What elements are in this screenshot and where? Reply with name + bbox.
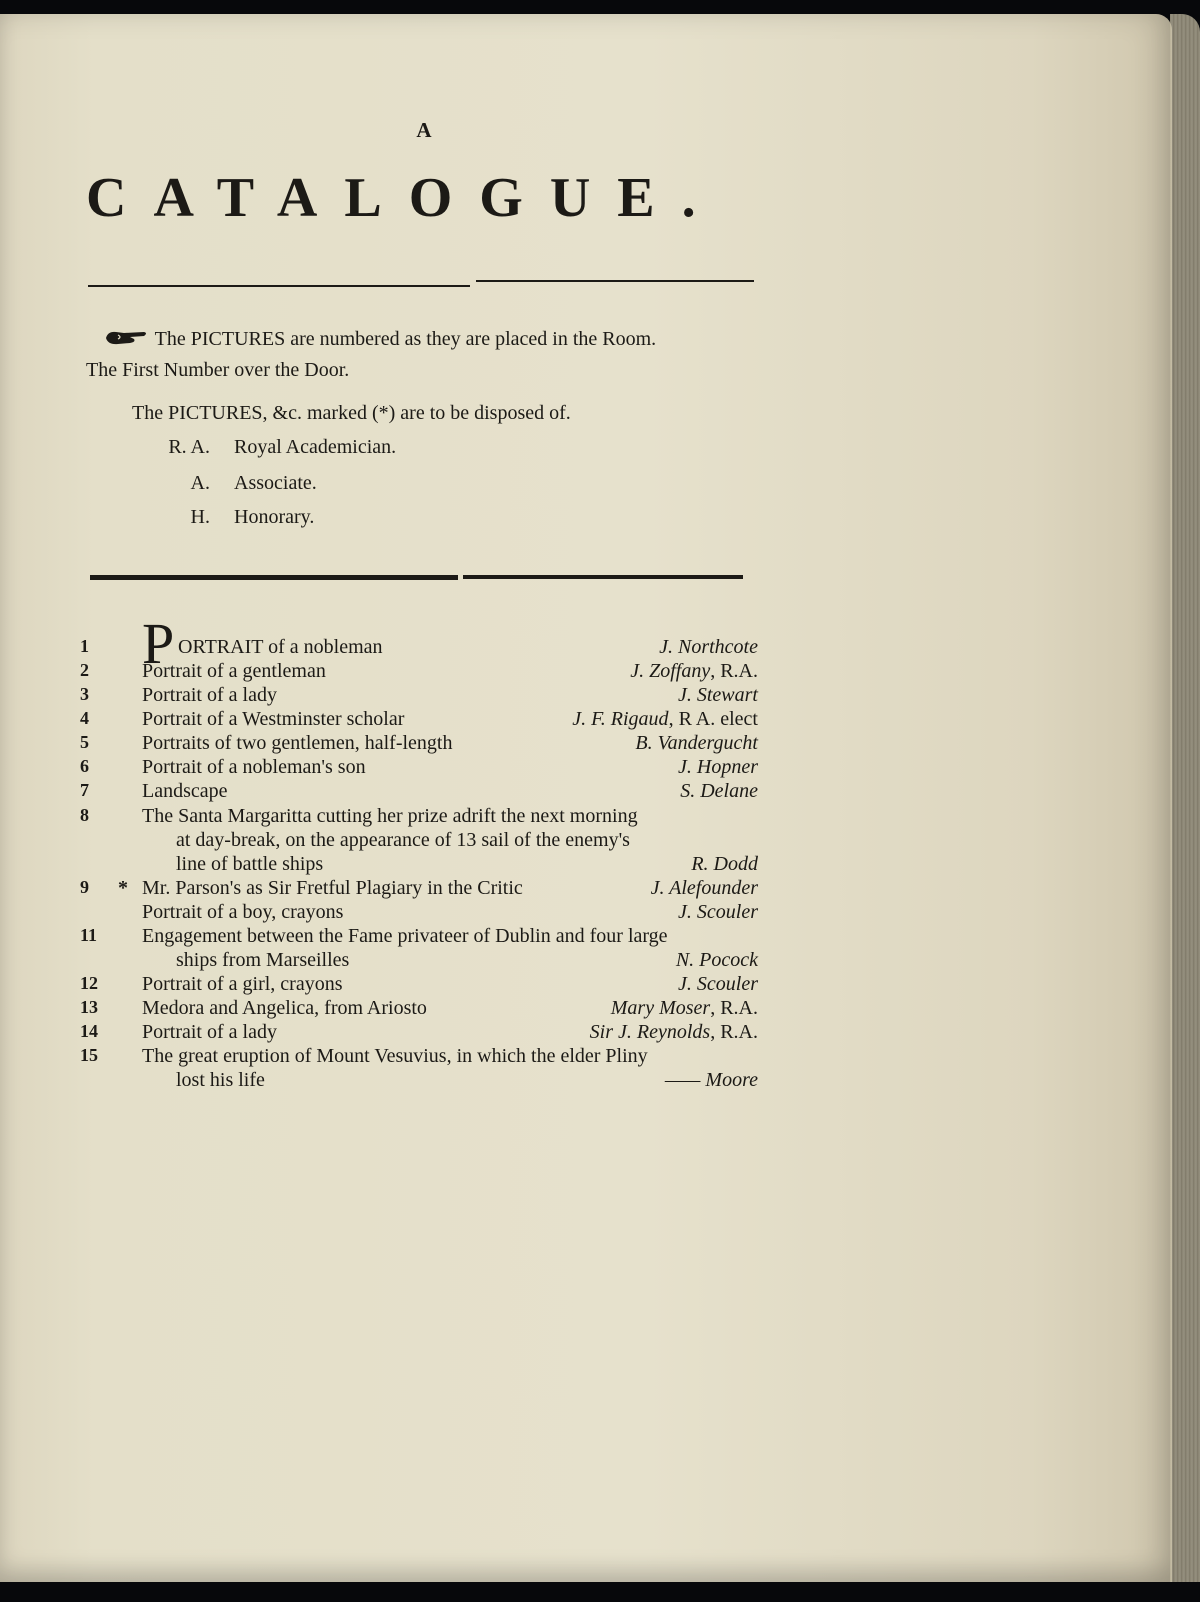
catalogue-entry (0, 829, 1172, 853)
entry-number: 2 (80, 660, 89, 680)
legend-row (120, 472, 440, 496)
artist-name: J. Zoffany (630, 660, 711, 682)
entry-artist (665, 1069, 758, 1092)
artist-rank: , R.A. (710, 997, 758, 1019)
catalogue-entry (0, 708, 1172, 732)
note-line-1: The PICTURES are numbered as they are placed in the Room. (104, 328, 656, 351)
entry-title: Portraits of two gentlemen, half-length (142, 732, 453, 754)
artist-name: N. Pocock (675, 949, 758, 971)
entry-title-continued: line of battle ships (176, 853, 324, 875)
entry-number: 15 (80, 1045, 98, 1065)
entry-number: 13 (80, 997, 98, 1017)
page-edge (1170, 14, 1200, 1582)
heading-letter: A (416, 118, 434, 142)
entry-artist (678, 756, 758, 779)
pointing-hand-icon (104, 329, 150, 347)
artist-name: S. Delane (680, 780, 758, 802)
legend-meaning: Honorary. (234, 506, 315, 528)
entry-number: 3 (80, 684, 89, 704)
artist-name: J. Stewart (678, 684, 758, 706)
entry-artist (678, 684, 758, 707)
entry-number: 7 (80, 780, 89, 800)
artist-name: Sir J. Reynolds (589, 1021, 711, 1043)
entry-artist (590, 1021, 758, 1044)
artist-rank: , R A. elect (668, 708, 758, 730)
entry-title: Medora and Angelica, from Ariosto (142, 997, 427, 1019)
catalogue-entry (0, 853, 1172, 877)
catalogue-entry (0, 949, 1172, 973)
entry-title: The great eruption of Mount Vesuvius, in which the elder Pliny (142, 1045, 648, 1067)
artist-name: J. F. Rigaud (572, 708, 669, 730)
catalogue-entry (0, 877, 1172, 901)
catalogue-entry (0, 1045, 1172, 1069)
catalogue-entry (0, 780, 1172, 804)
entry-artist (611, 997, 758, 1020)
entry-title: Portrait of a lady (142, 684, 277, 706)
heavy-divider-rule (463, 575, 743, 579)
entry-title: Portrait of a lady (142, 1021, 277, 1043)
catalogue-entry (0, 1069, 1172, 1093)
entry-artist (691, 853, 758, 876)
entry-number: 6 (80, 756, 89, 776)
catalogue-entry (0, 901, 1172, 925)
catalogue-entry (0, 756, 1172, 780)
entry-title: Portrait of a boy, crayons (142, 901, 344, 923)
catalogue-entry (0, 805, 1172, 829)
entry-title-continued: lost his life (176, 1069, 265, 1091)
entry-artist (680, 780, 758, 803)
catalogue-entry (0, 925, 1172, 949)
legend-meaning: Royal Academician. (234, 436, 397, 458)
catalogue-entry (0, 732, 1172, 756)
legend-row (120, 436, 440, 460)
divider-rule (88, 285, 470, 287)
note-line-3: The PICTURES, &c. marked (*) are to be disposed of. (132, 402, 571, 424)
catalogue-entry (0, 1021, 1172, 1045)
entry-title: Landscape (142, 780, 228, 802)
artist-name: —— Moore (664, 1069, 758, 1091)
note-line-2: The First Number over the Door. (86, 359, 350, 381)
entry-number: 1 (80, 636, 89, 656)
catalogue-entry (0, 660, 1172, 684)
divider-rule (476, 280, 754, 282)
drop-capital: P (142, 611, 175, 676)
legend-abbreviation: H. (190, 506, 210, 528)
legend-row (120, 506, 440, 530)
entry-title: Portrait of a Westminster scholar (142, 708, 405, 730)
entry-title-continued: ships from Marseilles (176, 949, 350, 971)
for-sale-asterisk: * (118, 877, 128, 899)
catalogue-entry (0, 997, 1172, 1021)
artist-name: R. Dodd (691, 853, 758, 875)
legend-abbreviation: A. (190, 472, 210, 494)
entry-title: The Santa Margaritta cutting her prize adrift the next morning (142, 805, 638, 827)
entry-number: 11 (80, 925, 98, 945)
entry-title: Mr. Parson's as Sir Fretful Plagiary in the Critic (142, 877, 523, 899)
entry-title-continued: at day-break, on the appearance of 13 sail of the enemy's (176, 829, 630, 851)
entry-number: 4 (80, 708, 89, 728)
entry-title: ORTRAIT of a nobleman (178, 636, 383, 658)
entry-artist (630, 660, 758, 683)
artist-rank: , R.A. (710, 1021, 758, 1043)
entry-number: 14 (80, 1021, 98, 1041)
entry-artist (678, 901, 758, 924)
artist-name: J. Alefounder (650, 877, 758, 899)
catalogue-entry (0, 973, 1172, 997)
entry-artist (659, 636, 758, 659)
catalogue-entry (0, 684, 1172, 708)
legend-meaning: Associate. (234, 472, 317, 494)
entry-artist (678, 973, 758, 996)
artist-name: Mary Moser (610, 997, 711, 1019)
entry-artist (651, 877, 758, 900)
entry-artist (676, 949, 758, 972)
page-title: CATALOGUE. (86, 167, 723, 229)
artist-name: J. Hopner (678, 756, 758, 778)
entry-number: 5 (80, 732, 89, 752)
entry-artist (572, 708, 758, 731)
entry-title: Engagement between the Fame privateer of Dublin and four large (142, 925, 668, 947)
artist-name: B. Vandergucht (635, 732, 758, 754)
entry-artist (635, 732, 758, 755)
entry-number: 8 (80, 805, 89, 825)
artist-name: J. Scouler (678, 973, 758, 995)
entry-title: Portrait of a gentleman (142, 660, 326, 682)
artist-rank: , R.A. (710, 660, 758, 682)
heavy-divider-rule (90, 575, 458, 580)
entry-number: 12 (80, 973, 98, 993)
entry-number: 9 (80, 877, 89, 897)
entry-title: Portrait of a girl, crayons (142, 973, 343, 995)
legend-abbreviation: R. A. (168, 436, 210, 458)
entry-title: Portrait of a nobleman's son (142, 756, 366, 778)
artist-name: J. Northcote (659, 636, 758, 658)
artist-name: J. Scouler (678, 901, 758, 923)
